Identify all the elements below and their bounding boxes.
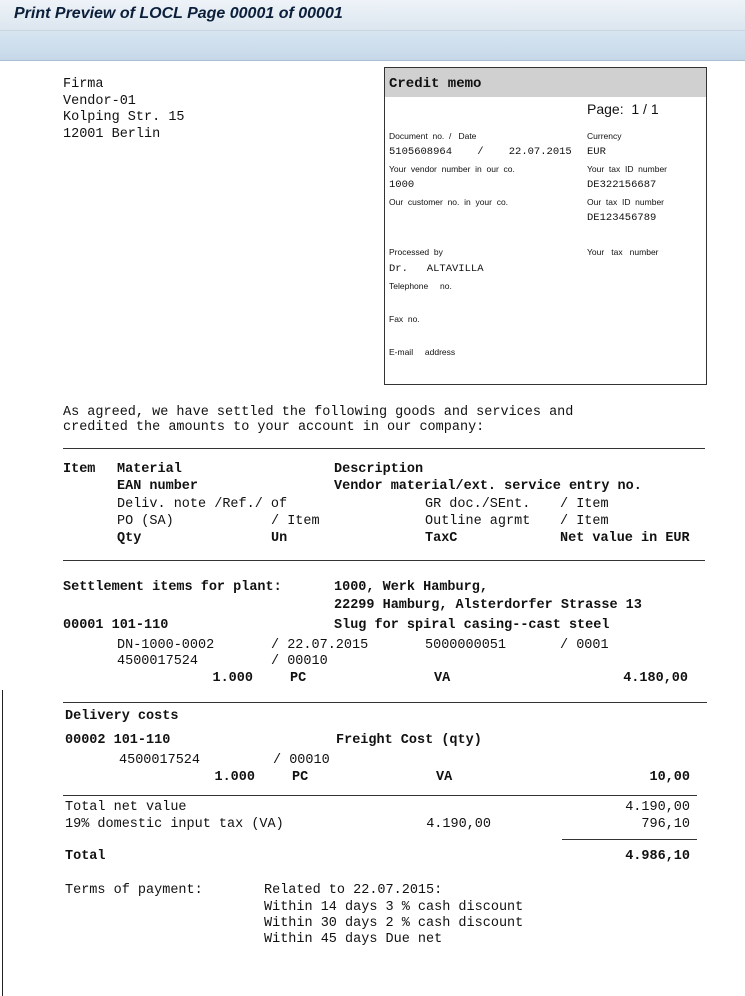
item1-delivnote: DN-1000-0002 [117,638,215,653]
processed-value: Dr. ALTAVILLA [389,263,484,275]
email-label: E-mail address [389,347,456,357]
currency-label: Currency [587,131,622,141]
total-value: 4.986,10 [625,849,690,864]
address-line-3: Kolping Str. 15 [63,110,185,125]
header-netvalue: Net value in EUR [560,531,690,546]
header-description: Description [334,462,424,477]
sum-divider [562,839,697,840]
header-taxc: TaxC [425,531,458,546]
credit-memo-box [384,67,707,385]
divider [63,448,705,449]
header-item: Item [63,462,96,477]
total-net-label: Total net value [65,800,187,815]
your-tax-value: DE322156687 [587,179,657,191]
our-tax-value: DE123456789 [587,212,657,224]
address-line-1: Firma [63,77,104,92]
page-edge [2,690,3,996]
plant-line-1: 1000, Werk Hamburg, [334,580,488,595]
credit-memo-header [385,68,706,97]
divider [63,560,705,561]
delivery-label: Delivery costs [65,709,179,724]
title-bar [0,0,745,31]
header-un: Un [271,531,288,546]
header-deliv: Deliv. note /Ref./ of [117,497,288,512]
toolbar [0,31,745,61]
intro-line-2: credited the amounts to your account in our company: [63,420,485,435]
delivery-value: 10,00 [649,770,690,785]
item1-date: / 22.07.2015 [271,638,369,653]
settlement-label: Settlement items for plant: [63,580,282,595]
divider [63,702,707,703]
item1-poitem: / 00010 [271,654,328,669]
item1-un: PC [290,671,307,686]
item1-po: 4500017524 [117,654,199,669]
customer-label: Our customer no. in your co. [389,197,509,207]
doc-label: Document no. / Date [389,131,477,141]
delivery-po: 4500017524 [119,753,201,768]
credit-memo-title: Credit memo [389,76,482,92]
delivery-poitem: / 00010 [273,753,330,768]
header-outline: Outline agrmt [425,514,531,529]
header-po-item: / Item [271,514,320,529]
header-po: PO (SA) [117,514,174,529]
divider [63,795,697,796]
delivery-qty: 1.000 [214,770,255,785]
item1-value: 4.180,00 [623,671,688,686]
terms-line-2: Within 14 days 3 % cash discount [264,900,524,915]
tax-base: 4.190,00 [426,817,491,832]
delivery-description: Freight Cost (qty) [336,733,482,748]
delivery-tax: VA [436,770,453,785]
doc-value: 5105608964 / 22.07.2015 [389,146,572,158]
address-line-4: 12001 Berlin [63,127,161,142]
vendor-label: Your vendor number in our co. [389,164,515,174]
vendor-value: 1000 [389,179,415,191]
fax-label: Fax no. [389,314,420,324]
header-grdoc: GR doc./SEnt. [425,497,531,512]
intro-line-1: As agreed, we have settled the following goods and services and [63,405,574,420]
terms-line-1: Related to 22.07.2015: [264,883,443,898]
header-material: Material [117,462,182,477]
phone-label: Telephone no. [389,281,452,291]
our-tax-label: Our tax ID number [587,197,664,207]
header-vendor-material: Vendor material/ext. service entry no. [334,479,642,494]
header-item3: / Item [560,514,609,529]
header-item2: / Item [560,497,609,512]
delivery-number: 00002 101-110 [65,733,171,748]
item1-tax: VA [434,671,451,686]
item1-qty: 1.000 [212,671,253,686]
your-tax-number-label: Your tax number [587,247,659,257]
header-qty: Qty [117,531,142,546]
item1-gritem: / 0001 [560,638,609,653]
address-line-2: Vendor-01 [63,94,136,109]
delivery-un: PC [292,770,309,785]
page-number: Page: 1 / 1 [587,101,659,117]
item1-description: Slug for spiral casing--cast steel [334,618,610,633]
your-tax-label: Your tax ID number [587,164,668,174]
total-net-value: 4.190,00 [625,800,690,815]
currency-value: EUR [587,146,606,158]
item1-number: 00001 101-110 [63,618,169,633]
terms-line-3: Within 30 days 2 % cash discount [264,916,524,931]
plant-line-2: 22299 Hamburg, Alsterdorfer Strasse 13 [334,598,642,613]
item1-grdoc: 5000000051 [425,638,507,653]
window-title: Print Preview of LOCL Page 00001 of 00001 [14,5,343,22]
terms-label: Terms of payment: [65,883,203,898]
terms-line-4: Within 45 days Due net [264,932,443,947]
header-ean: EAN number [117,479,199,494]
tax-value: 796,10 [641,817,690,832]
tax-label: 19% domestic input tax (VA) [65,817,284,832]
processed-label: Processed by [389,247,443,257]
total-label: Total [65,849,106,864]
